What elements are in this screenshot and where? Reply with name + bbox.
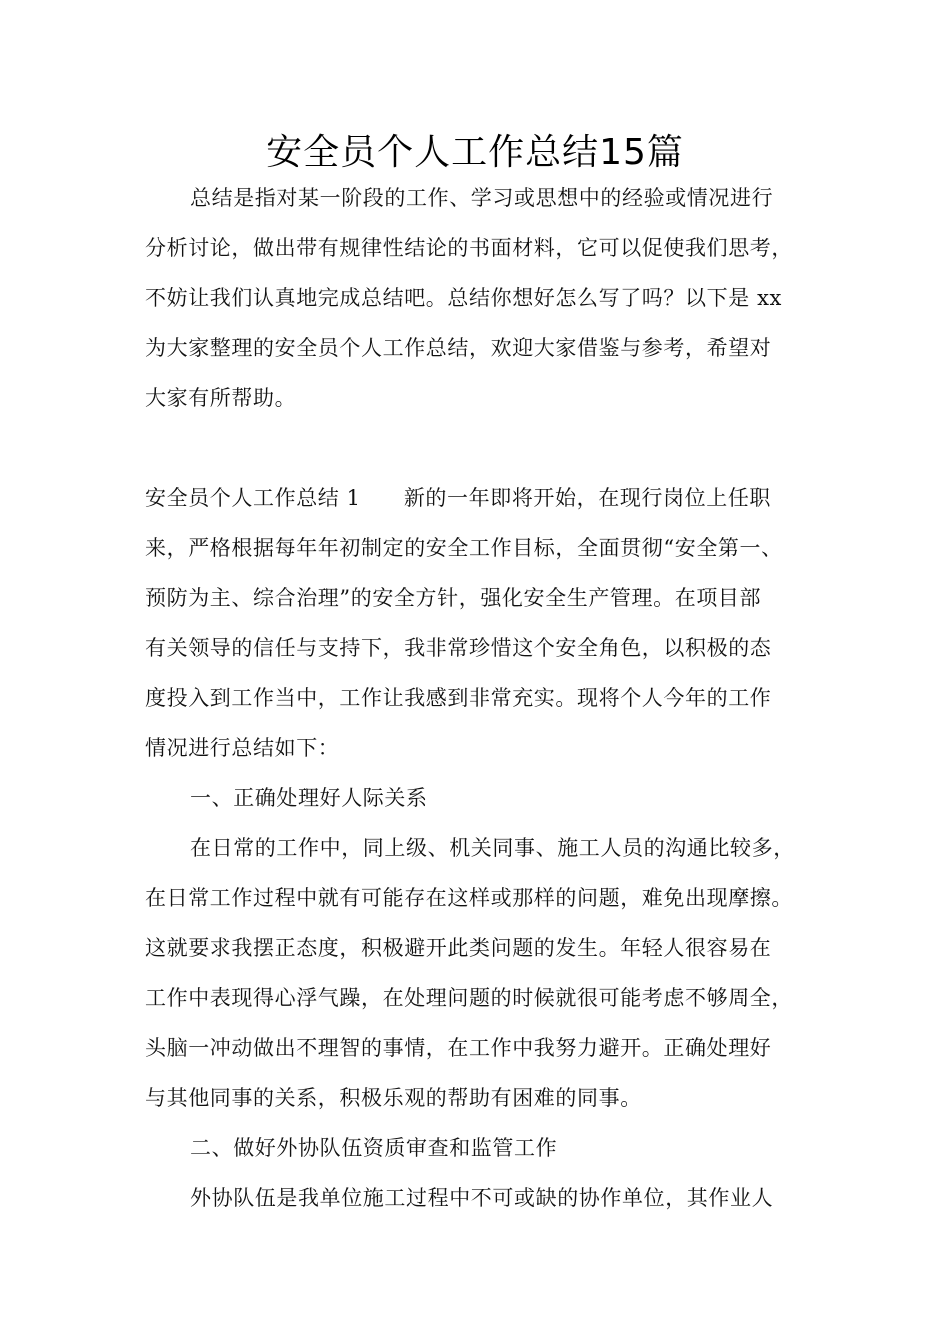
text-line: 有关领导的信任与支持下，我非常珍惜这个安全角色，以积极的态 [145,636,772,660]
text-line: 与其他同事的关系，积极乐观的帮助有困难的同事。 [145,1086,642,1110]
text-line: 情况进行总结如下： [145,736,340,760]
text-line: 为大家整理的安全员个人工作总结，欢迎大家借鉴与参考，希望对 [145,336,772,360]
text-line: 在日常工作过程中就有可能存在这样或那样的问题，难免出现摩擦。 [145,886,793,910]
text-line: 不妨让我们认真地完成总结吧。总结你想好怎么写了吗？以下是 xx [145,286,782,310]
subheading-line: 一、正确处理好人际关系 [190,786,428,810]
text-line: 大家有所帮助。 [145,386,297,410]
text-line: 分析讨论，做出带有规律性结论的书面材料，它可以促使我们思考， [145,236,793,260]
text-line: 总结是指对某一阶段的工作、学习或思想中的经验或情况进行 [190,186,774,210]
text-line: 在日常的工作中，同上级、机关同事、施工人员的沟通比较多， [190,836,795,860]
section-heading-line: 安全员个人工作总结 1 新的一年即将开始，在现行岗位上任职 [145,486,772,510]
text-line: 预防为主、综合治理”的安全方针，强化安全生产管理。在项目部 [145,586,762,610]
text-line: 这就要求我摆正态度，积极避开此类问题的发生。年轻人很容易在 [145,936,772,960]
text-line: 工作中表现得心浮气躁，在处理问题的时候就很可能考虑不够周全， [145,986,793,1010]
document-title: 安全员个人工作总结15篇 [266,132,684,173]
text-line: 度投入到工作当中，工作让我感到非常充实。现将个人今年的工作 [145,686,772,710]
text-line: 外协队伍是我单位施工过程中不可或缺的协作单位，其作业人 [190,1186,774,1210]
text-line: 头脑一冲动做出不理智的事情，在工作中我努力避开。正确处理好 [145,1036,772,1060]
subheading-line: 二、做好外协队伍资质审查和监管工作 [190,1136,558,1160]
text-line: 来，严格根据每年年初制定的安全工作目标，全面贯彻“安全第一、 [145,536,783,560]
